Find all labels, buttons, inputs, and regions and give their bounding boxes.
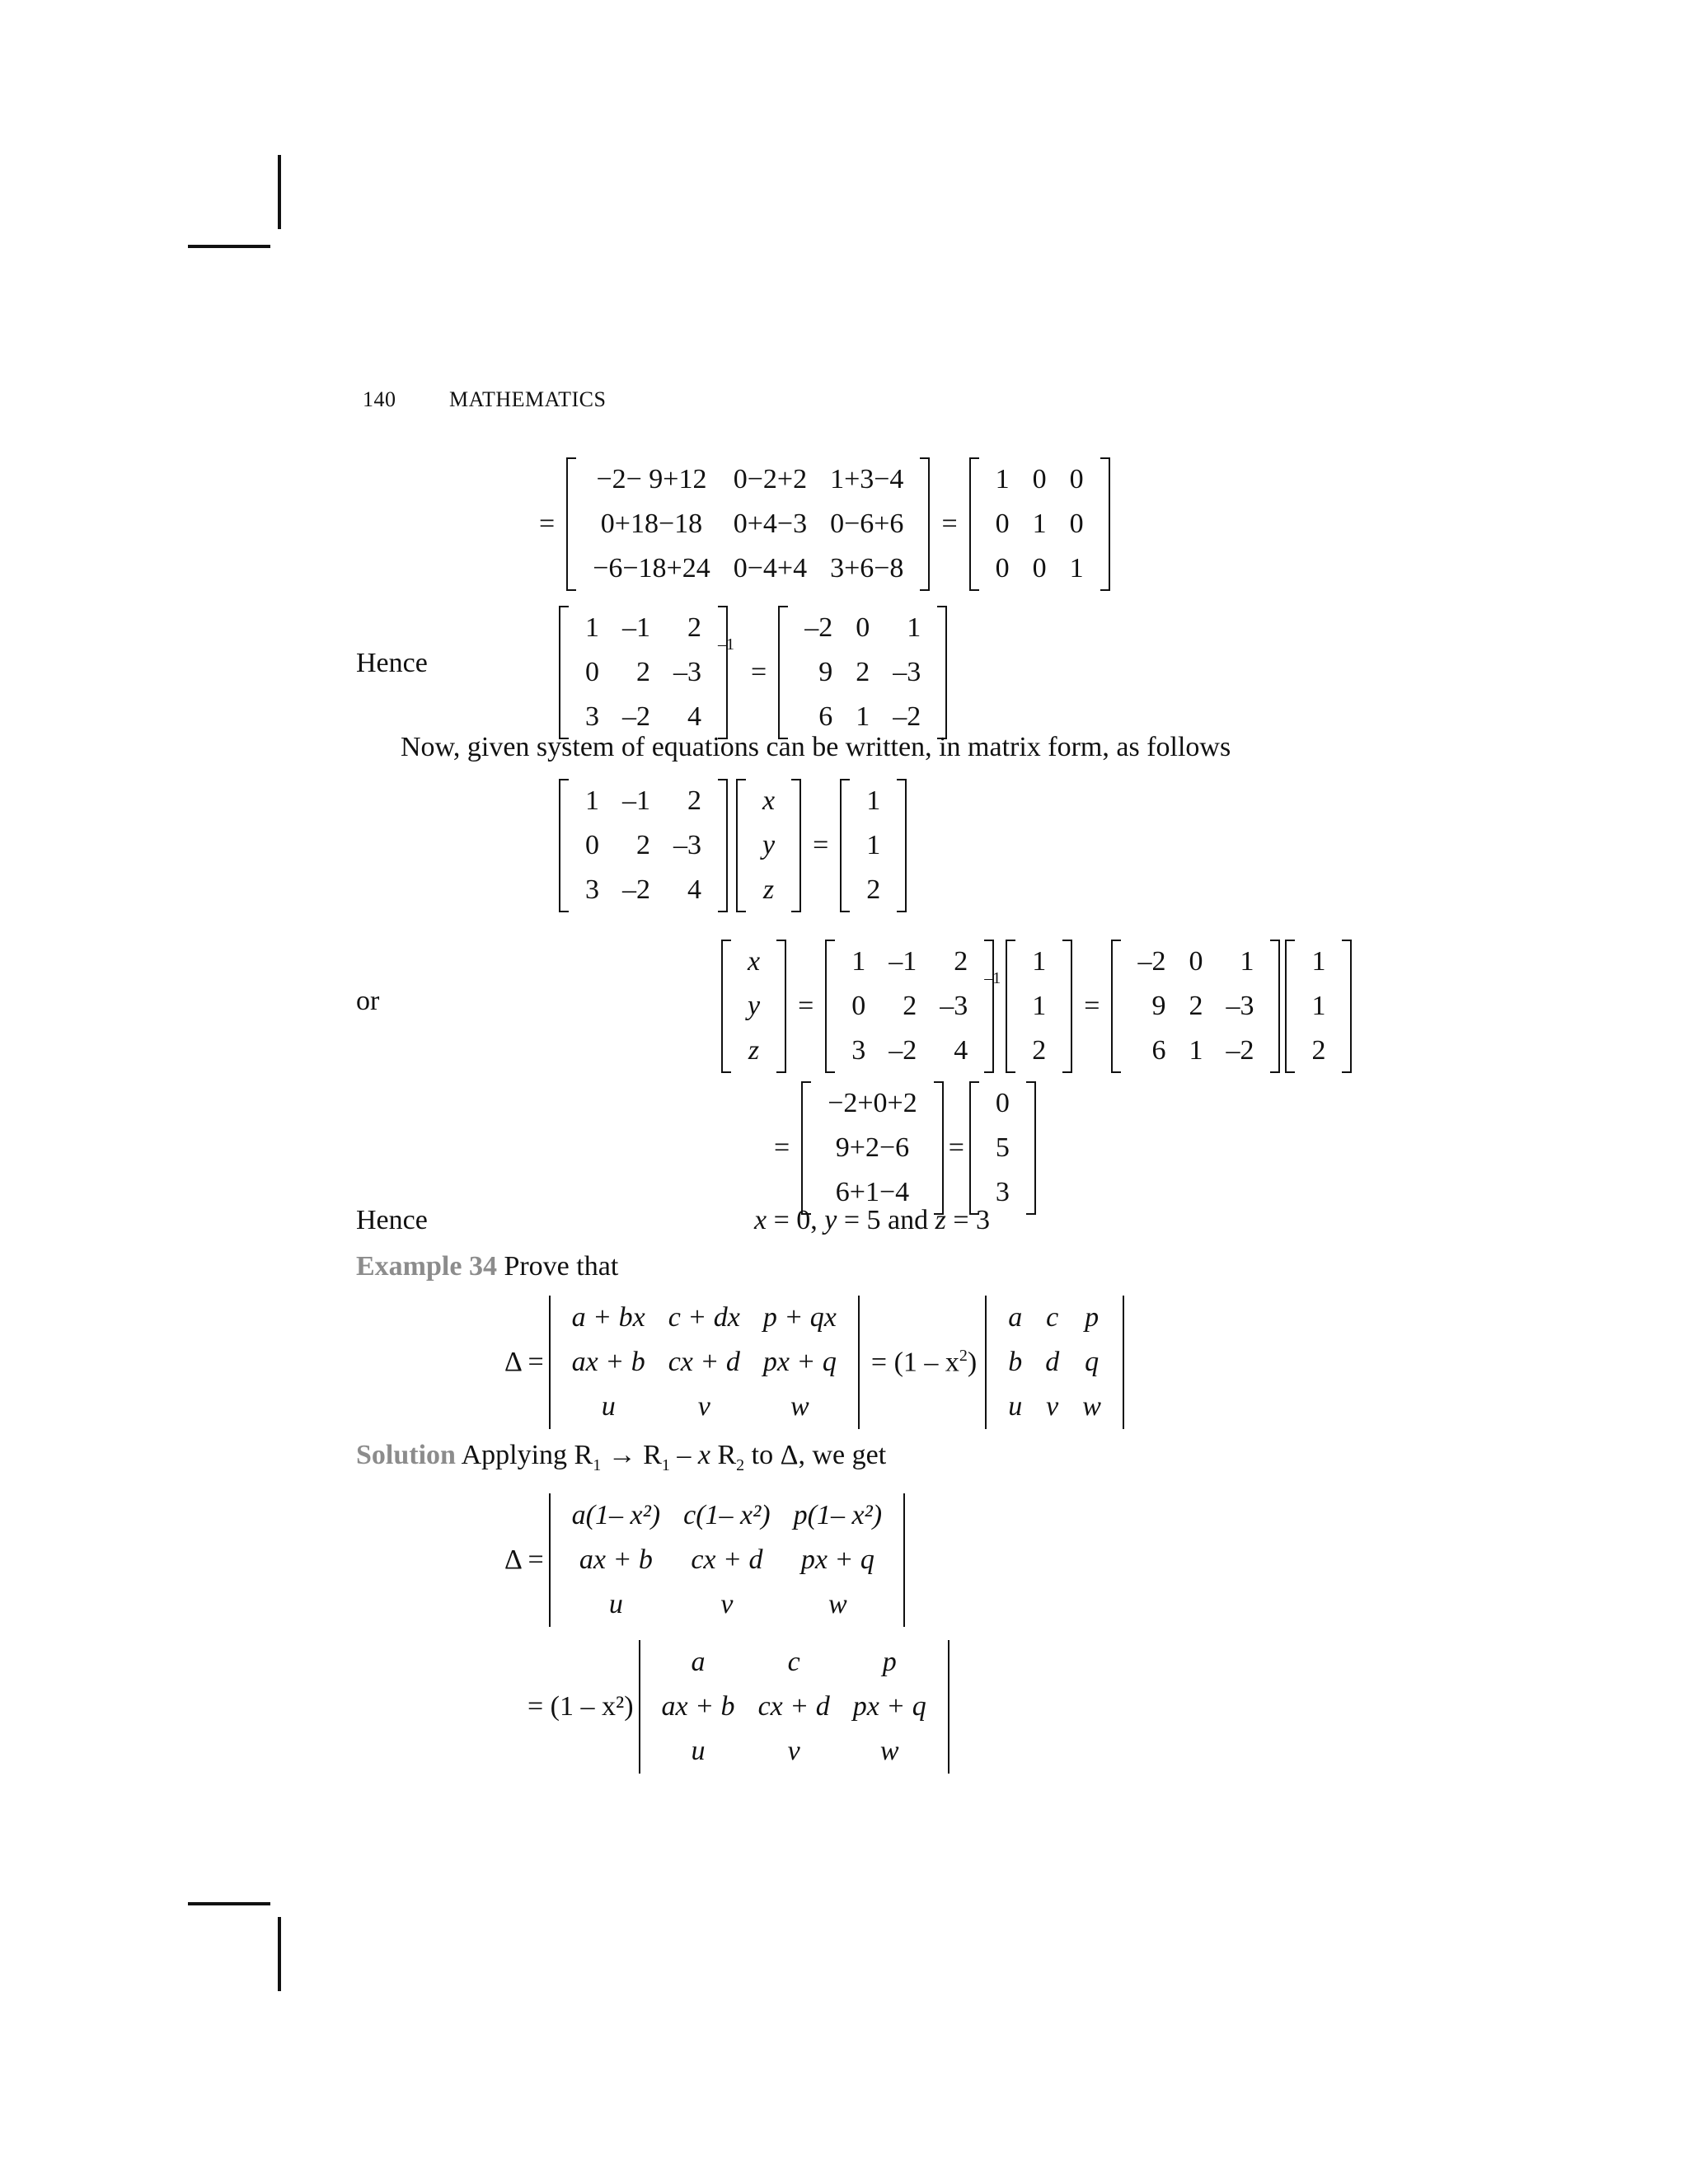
matrix-row: [855, 823, 892, 868]
matrix-row: [840, 984, 979, 1029]
result-equation: = −2+0+2 9+2−6 6+1−4 = 0 5 3: [762, 1081, 1036, 1215]
matrix-row: [736, 1029, 771, 1073]
matrix-row: [736, 940, 771, 984]
matrix-cell: 0: [585, 830, 599, 860]
matrix-a: [559, 606, 728, 739]
matrix-cell: –3: [940, 991, 968, 1021]
page-number: 140: [363, 387, 396, 411]
matrix-row: [650, 1685, 938, 1729]
matrix-cell: x: [748, 946, 761, 977]
matrix-cell: 0: [1189, 946, 1203, 977]
matrix-cell: 0−6+6: [830, 509, 904, 539]
matrix-cell: a: [691, 1647, 706, 1677]
matrix-row: [1126, 1029, 1265, 1073]
matrix-cell: 0: [995, 1088, 1010, 1118]
determinant-after-operation: [504, 1493, 905, 1627]
matrix-row: [736, 984, 771, 1029]
matrix-cell: 3+6−8: [830, 553, 904, 583]
matrix-cell: cx + d: [757, 1691, 830, 1722]
matrix-row: [793, 606, 932, 650]
matrix-row: [574, 650, 713, 695]
matrix-cell: 0−2+2: [733, 464, 808, 494]
matrix-cell: c(1– x²): [683, 1500, 771, 1530]
matrix-cell: v: [1046, 1391, 1059, 1422]
matrix-cell: 0−4+4: [733, 553, 808, 583]
matrix-cell: u: [1008, 1391, 1023, 1422]
matrix-cell: 6: [1151, 1035, 1166, 1066]
matrix-a-inverse: [1111, 940, 1280, 1073]
matrix-cell: –2: [889, 1035, 917, 1066]
matrix-cell: 2: [954, 946, 968, 977]
matrix-cell: –3: [673, 657, 701, 687]
matrix-cell: 6: [818, 701, 833, 732]
matrix-row: [1300, 984, 1337, 1029]
matrix-cell: 2: [866, 874, 881, 905]
solution-equation: x y z = 1 –1 2 0 2 –3 3 –2 4 –1 1 1 2 = –2 0 1 9 2 –3 6 1 –2 1 1 2: [721, 940, 1352, 1073]
matrix-cell: cx + d: [691, 1544, 763, 1575]
matrix-cell: p + qx: [762, 1302, 837, 1333]
matrix-cell: 2: [687, 612, 701, 643]
matrix-cell: v: [787, 1736, 800, 1766]
constant-vector: [1006, 940, 1072, 1073]
matrix-cell: 1: [1032, 991, 1047, 1021]
matrix-row: [751, 868, 786, 912]
matrix-cell: 2: [636, 657, 650, 687]
matrix-cell: p(1– x²): [793, 1500, 883, 1530]
matrix-cell: 0: [856, 612, 870, 643]
matrix-cell: 1: [1069, 553, 1084, 583]
matrix-cell: 1: [856, 701, 870, 732]
matrix-cell: –3: [893, 657, 921, 687]
matrix-cell: 1: [851, 946, 866, 977]
matrix-cell: a + bx: [571, 1302, 645, 1333]
identity-matrix: [969, 457, 1110, 591]
matrix-cell: x: [762, 785, 776, 816]
matrix-cell: u: [608, 1589, 623, 1619]
determinant-factored-matrix: [639, 1640, 950, 1774]
matrix-row: [793, 650, 932, 695]
matrix-row: [574, 823, 713, 868]
matrix-row: [984, 457, 1095, 502]
matrix-cell: 1: [1189, 1035, 1203, 1066]
matrix-row: [581, 546, 915, 591]
matrix-cell: −2+0+2: [828, 1088, 917, 1118]
matrix-cell: 0: [1069, 464, 1084, 494]
matrix-cell: 6+1−4: [835, 1177, 910, 1207]
matrix-cell: a(1– x²): [571, 1500, 661, 1530]
matrix-row: [1020, 1029, 1057, 1073]
matrix-row: [581, 457, 915, 502]
matrix-cell: d: [1045, 1347, 1060, 1377]
matrix-cell: c + dx: [668, 1302, 740, 1333]
determinant-lhs: [549, 1296, 860, 1429]
matrix-row: [560, 1538, 893, 1582]
matrix-cell: –2: [1137, 946, 1166, 977]
matrix-cell: z: [748, 1035, 760, 1066]
matrix-a-inverse: [778, 606, 947, 739]
inverse-superscript: –1: [718, 635, 734, 654]
matrix-row: [984, 1126, 1021, 1170]
matrix-cell: 1: [585, 785, 599, 816]
matrix-cell: 9+2−6: [835, 1132, 910, 1163]
matrix-cell: c: [1046, 1302, 1059, 1333]
matrix-cell: 1: [907, 612, 921, 643]
matrix-cell: 3: [585, 874, 599, 905]
matrix-cell: cx + d: [668, 1347, 740, 1377]
matrix-cell: px + q: [762, 1347, 837, 1377]
matrix-cell: 3: [585, 701, 599, 732]
matrix-cell: w: [828, 1589, 847, 1619]
matrix-cell: 3: [851, 1035, 866, 1066]
matrix-row: [1300, 940, 1337, 984]
determinant-factored: [528, 1640, 950, 1774]
matrix-row: [1020, 940, 1057, 984]
matrix-cell: p: [882, 1647, 897, 1677]
matrix-cell: –1: [622, 785, 650, 816]
matrix-cell: 1+3−4: [830, 464, 904, 494]
matrix-cell: 4: [687, 701, 701, 732]
determinant-identity: Δ = a + bx c + dx p + qx ax + b cx + d px + q u v w = $(1 - x^2)$ a c p b d q u v w: [504, 1296, 1124, 1429]
matrix-row: [560, 1493, 893, 1538]
matrix-cell: c: [787, 1647, 800, 1677]
matrix-cell: 1: [995, 464, 1010, 494]
matrix-cell: –2: [804, 612, 833, 643]
crop-mark-top-horizontal: [188, 245, 270, 248]
solution-heading: Solution Applying $R_1 \to R_1 - x$ $R_2$ to Δ, we get: [356, 1440, 887, 1474]
matrix-row: [996, 1296, 1113, 1340]
matrix-cell: u: [691, 1736, 706, 1766]
matrix-cell: w: [879, 1736, 899, 1766]
matrix-row: [1300, 1029, 1337, 1073]
matrix-cell: 0: [995, 509, 1010, 539]
matrix-cell: –3: [673, 830, 701, 860]
constant-vector: [1285, 940, 1352, 1073]
matrix-row: [984, 502, 1095, 546]
matrix-cell: v: [720, 1589, 734, 1619]
matrix-row: [560, 1385, 848, 1429]
matrix-row: [840, 1029, 979, 1073]
hence-label-2: Hence: [356, 1205, 428, 1235]
matrix-row: [1126, 984, 1265, 1029]
now-sentence: Now, given system of equations can be written, in matrix form, as follows: [401, 732, 1231, 762]
matrix-cell: px + q: [800, 1544, 874, 1575]
matrix-cell: ax + b: [661, 1691, 735, 1722]
example-heading: [356, 1251, 618, 1282]
matrix-cell: 1: [1311, 991, 1326, 1021]
matrix-cell: 9: [818, 657, 833, 687]
example-label: Example 34: [356, 1251, 497, 1282]
matrix-row: [816, 1126, 929, 1170]
matrix-row: [840, 940, 979, 984]
matrix-a: [825, 940, 994, 1073]
matrix-row: [574, 606, 713, 650]
matrix-row: [984, 1081, 1021, 1126]
matrix-cell: –2: [622, 874, 650, 905]
matrix-row: [581, 502, 915, 546]
crop-mark-bottom-horizontal: [188, 1902, 270, 1905]
matrix-row: [855, 868, 892, 912]
running-title: MATHEMATICS: [449, 387, 607, 411]
variable-vector: [736, 779, 801, 912]
matrix-cell: p: [1085, 1302, 1100, 1333]
matrix-cell: y: [762, 830, 776, 860]
sum-vector: [801, 1081, 944, 1215]
matrix-cell: 2: [856, 657, 870, 687]
matrix-row: [1020, 984, 1057, 1029]
matrix-cell: 1: [1311, 946, 1326, 977]
matrix-cell: −2− 9+12: [596, 464, 707, 494]
matrix-cell: ax + b: [579, 1544, 653, 1575]
matrix-cell: 1: [1240, 946, 1254, 977]
or-label: or: [356, 986, 380, 1016]
matrix-cell: px + q: [852, 1691, 926, 1722]
inverse-superscript: –1: [984, 968, 1001, 987]
matrix-row: [751, 779, 786, 823]
matrix-cell: 0: [851, 991, 866, 1021]
matrix-cell: −6−18+24: [593, 553, 710, 583]
matrix-row: [855, 779, 892, 823]
coefficient-matrix: [559, 779, 728, 912]
matrix-cell: –2: [1226, 1035, 1254, 1066]
matrix-row: [650, 1729, 938, 1774]
matrix-cell: –1: [889, 946, 917, 977]
matrix-row: [574, 779, 713, 823]
matrix-cell: –1: [622, 612, 650, 643]
factor: = (1 – x: [870, 1347, 959, 1378]
matrix-cell: 3: [995, 1177, 1010, 1207]
crop-mark-bottom-vertical: [278, 1917, 281, 1991]
matrix-cell: 0: [1032, 464, 1047, 494]
matrix-product-expansion: [566, 457, 930, 591]
matrix-cell: –2: [893, 701, 921, 732]
crop-mark-top-vertical: [278, 155, 281, 229]
matrix-cell: 2: [687, 785, 701, 816]
matrix-cell: 0+4−3: [733, 509, 808, 539]
matrix-cell: w: [1082, 1391, 1101, 1422]
matrix-cell: 2: [636, 830, 650, 860]
matrix-cell: a: [1008, 1302, 1023, 1333]
matrix-cell: y: [748, 991, 761, 1021]
solution-label: Solution: [356, 1440, 456, 1470]
matrix-cell: u: [601, 1391, 616, 1422]
matrix-cell: 1: [585, 612, 599, 643]
matrix-row: [984, 546, 1095, 591]
matrix-cell: 2: [1311, 1035, 1326, 1066]
matrix-cell: 1: [866, 830, 881, 860]
matrix-row: [560, 1296, 848, 1340]
matrix-cell: 0: [1069, 509, 1084, 539]
matrix-row: [996, 1340, 1113, 1385]
value-vector: [969, 1081, 1036, 1215]
equation-product-identity: = −2− 9+12 0−2+2 1+3−4 0+18−18 0+4−3 0−6+6 −6−18+24 0−4+4 3+6−8 = 1 0 0 0 1 0 0 0 1: [528, 457, 1110, 591]
matrix-cell: 4: [687, 874, 701, 905]
determinant-rhs: [985, 1296, 1124, 1429]
determinant-operated: [549, 1493, 905, 1627]
matrix-cell: 2: [903, 991, 917, 1021]
matrix-cell: 1: [866, 785, 881, 816]
matrix-cell: 2: [1032, 1035, 1047, 1066]
example-text: Prove that: [496, 1251, 619, 1282]
matrix-cell: 2: [1189, 991, 1203, 1021]
matrix-row: [996, 1385, 1113, 1429]
matrix-cell: q: [1085, 1347, 1100, 1377]
delta-symbol: Δ =: [504, 1544, 544, 1575]
matrix-cell: w: [790, 1391, 809, 1422]
delta-symbol: Δ =: [504, 1347, 544, 1377]
matrix-cell: 0: [995, 553, 1010, 583]
matrix-cell: –2: [622, 701, 650, 732]
matrix-cell: 1: [1032, 509, 1047, 539]
matrix-cell: z: [762, 874, 775, 905]
constant-vector: [840, 779, 907, 912]
matrix-row: [1126, 940, 1265, 984]
factor-prefix: = (1 – x²): [528, 1691, 634, 1722]
matrix-cell: 0: [1032, 553, 1047, 583]
matrix-cell: 9: [1151, 991, 1166, 1021]
matrix-cell: v: [697, 1391, 710, 1422]
matrix-row: [751, 823, 786, 868]
matrix-cell: 0+18−18: [600, 509, 703, 539]
matrix-row: [816, 1081, 929, 1126]
matrix-row: [560, 1340, 848, 1385]
matrix-row: [574, 868, 713, 912]
hence-label: Hence: [356, 648, 428, 678]
matrix-cell: b: [1008, 1347, 1023, 1377]
final-solution: x = 0, y = 5 and z = 3: [754, 1205, 991, 1235]
matrix-row: [560, 1582, 893, 1627]
matrix-cell: –3: [1226, 991, 1254, 1021]
matrix-row: [650, 1640, 938, 1685]
variable-vector: [721, 940, 786, 1073]
matrix-cell: 4: [954, 1035, 968, 1066]
matrix-cell: 5: [995, 1132, 1010, 1163]
matrix-cell: 1: [1032, 946, 1047, 977]
system-matrix-form: 1 –1 2 0 2 –3 3 –2 4 x y z = 1 1 2: [559, 779, 907, 912]
inverse-equation: 1 –1 2 0 2 –3 3 –2 4 –1 = –2 0 1 9 2 –3 6 1 –2: [559, 606, 947, 739]
matrix-cell: 0: [585, 657, 599, 687]
matrix-cell: ax + b: [571, 1347, 645, 1377]
